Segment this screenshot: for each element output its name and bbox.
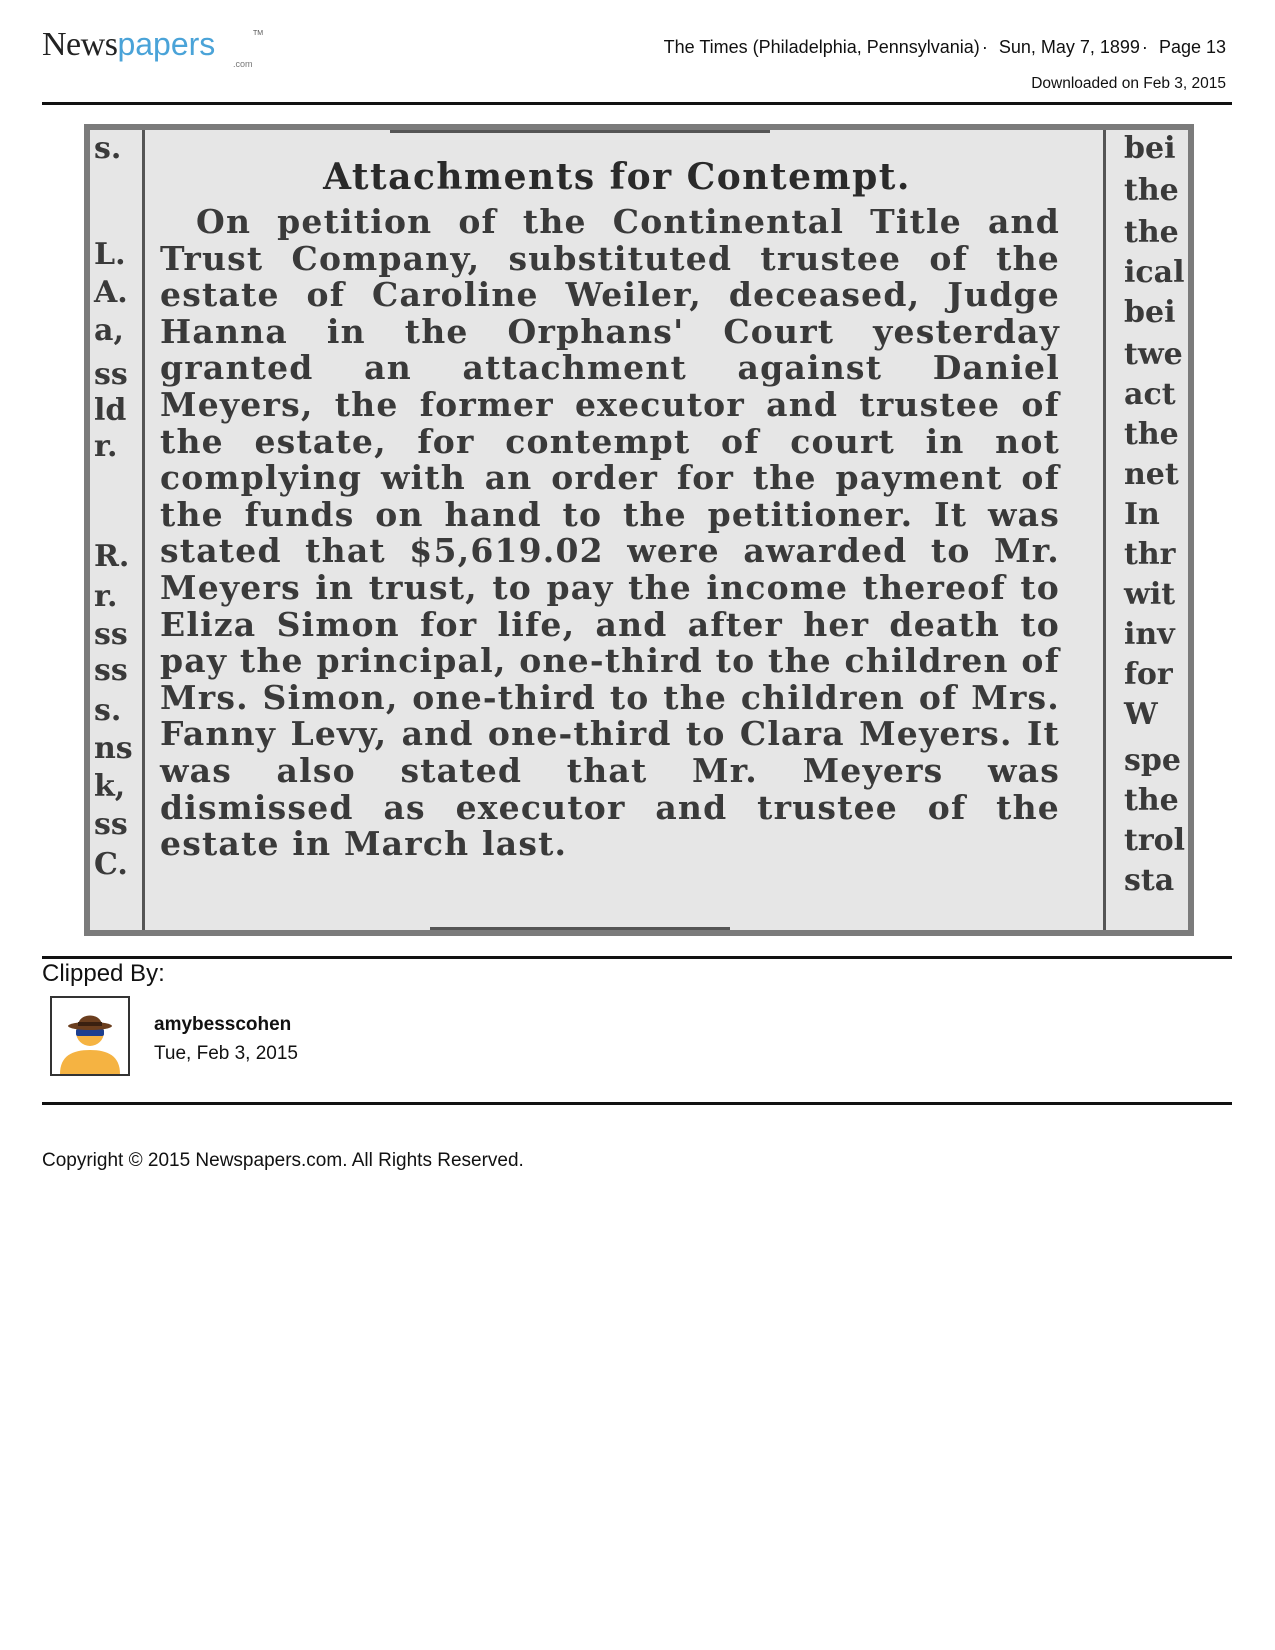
column-fragment-text: r.	[94, 429, 118, 464]
column-fragment-text: R.	[94, 539, 130, 574]
column-fragment-text: L.	[94, 237, 126, 272]
newspaper-clipping[interactable]	[84, 124, 1194, 936]
logo-trademark: TM	[253, 30, 264, 37]
logo-text-news: News	[42, 26, 118, 63]
article-body: On petition of the Continental Title and Trust Company, substituted trustee of the estate of Caroline Weiler, deceased, Judge Hanna in the Orphans' Court yesterday granted an attachment against Daniel Meyers, the former executor and trustee of the estate, for contempt of court in not complying with an order for the payment of the funds on hand to the petitioner. It was stated that $5,619.02 were awarded to Mr. Meyers in trust, to pay the income thereof to Eliza Simon for life, and after her death to pay the principal, one-third to the children of Mrs. Simon, one-third to the children of Mrs. Fanny Levy, and one-third to Clara Meyers. It was also stated that Mr. Meyers was dismissed as executor and trustee of the estate in March last.	[160, 202, 1061, 864]
column-fragment-text: In	[1124, 497, 1160, 532]
column-fragment-text: C.	[94, 847, 128, 882]
column-fragment-text: thr	[1124, 537, 1176, 572]
top-rule	[390, 130, 770, 133]
clipping-image	[90, 130, 1188, 930]
publication-name: The Times (Philadelphia, Pennsylvania)	[663, 37, 980, 57]
article-title: Attachments for Contempt.	[323, 156, 911, 198]
clipped-by-label: Clipped By:	[42, 960, 165, 987]
avatar[interactable]	[50, 996, 130, 1076]
column-fragment-text: spe	[1124, 743, 1181, 778]
column-fragment-text: ss	[94, 807, 128, 842]
column-fragment-text: inv	[1124, 617, 1175, 652]
separator: ·	[981, 37, 988, 57]
column-fragment-text: sta	[1124, 863, 1175, 898]
article	[160, 156, 1060, 863]
column-fragment-text: wit	[1124, 577, 1176, 612]
column-fragment-text: bei	[1124, 295, 1176, 330]
right-column-fragment	[1106, 130, 1188, 930]
column-fragment-text: ss	[94, 617, 128, 652]
column-fragment-text: a,	[94, 313, 124, 348]
column-fragment-text: trol	[1124, 823, 1186, 858]
publication-info	[664, 37, 1226, 58]
column-fragment-text: for	[1124, 657, 1173, 692]
column-fragment-text: the	[1124, 417, 1179, 452]
column-fragment-text: A.	[94, 275, 128, 310]
column-fragment-text: the	[1124, 783, 1179, 818]
bottom-rule	[430, 927, 730, 930]
publication-date: Sun, May 7, 1899	[998, 37, 1140, 57]
left-column-fragment	[90, 130, 142, 930]
column-fragment-text: act	[1124, 377, 1176, 412]
page-number: Page 13	[1158, 37, 1226, 57]
clipped-date: Tue, Feb 3, 2015	[154, 1043, 299, 1064]
column-fragment-text: s.	[94, 131, 122, 166]
column-fragment-text: net	[1124, 457, 1179, 492]
header-divider	[42, 102, 1232, 105]
column-fragment-text: the	[1124, 173, 1179, 208]
column-fragment-text: W	[1124, 697, 1158, 732]
clipper-username[interactable]: amybesscohen	[154, 1014, 292, 1035]
column-fragment-text: s.	[94, 693, 122, 728]
column-fragment-text: ss	[94, 357, 128, 392]
newspapers-logo[interactable]	[42, 26, 264, 70]
column-fragment-text: ns	[94, 731, 133, 766]
separator: ·	[1141, 37, 1148, 57]
footer-divider	[42, 1102, 1232, 1105]
page-header	[42, 26, 1232, 106]
column-fragment-text: the	[1124, 215, 1179, 250]
logo-text-papers: papers	[117, 26, 216, 62]
clipping-divider	[42, 956, 1232, 959]
user-avatar-icon	[52, 998, 128, 1074]
column-fragment-text: ical	[1124, 255, 1185, 290]
column-fragment-text: bei	[1124, 131, 1176, 166]
logo-dotcom: .com	[233, 59, 253, 69]
column-fragment-text: twe	[1124, 337, 1183, 372]
downloaded-date: Downloaded on Feb 3, 2015	[1031, 75, 1226, 92]
column-rule-left	[142, 130, 145, 930]
column-fragment-text: k,	[94, 769, 126, 804]
column-fragment-text: ss	[94, 653, 128, 688]
column-fragment-text: r.	[94, 579, 118, 614]
column-fragment-text: ld	[94, 393, 127, 428]
copyright-notice: Copyright © 2015 Newspapers.com. All Rights Reserved.	[42, 1150, 524, 1171]
